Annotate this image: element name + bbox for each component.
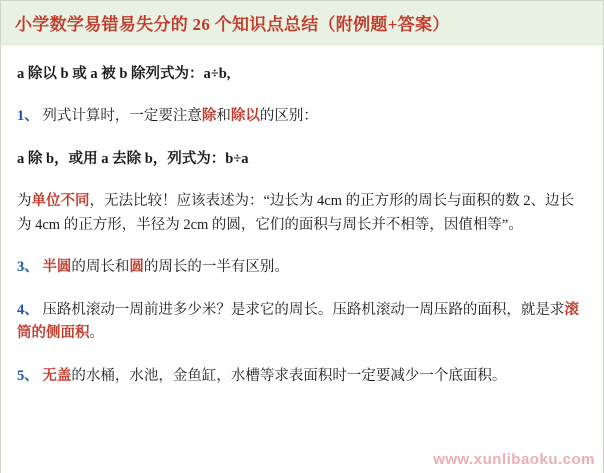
paragraph-6 bbox=[17, 299, 587, 346]
paragraph-4 bbox=[17, 190, 587, 237]
text-segment: 除 bbox=[201, 108, 217, 125]
text-segment: 的周长和 bbox=[71, 259, 130, 276]
text-segment: 4、 bbox=[17, 301, 39, 318]
paragraph-5 bbox=[17, 256, 587, 279]
document-body bbox=[1, 45, 603, 473]
text-segment: ，无法比较！应该表述为：“边长为 4cm 的正方形的周长与面积的数 2、边长为 4cm 的正方形，半径为 2cm 的圆，它们的面积与周长并不相等，因值相等”。 bbox=[17, 193, 575, 233]
text-segment: a 除 b，或用 a 去除 b，列式为：b÷a bbox=[17, 150, 249, 167]
paragraph-2 bbox=[17, 105, 587, 128]
text-segment: 半圆 bbox=[42, 259, 72, 276]
text-segment: 无盖 bbox=[42, 367, 72, 384]
page-title: 小学数学易错易失分的 26 个知识点总结（附例题+答案） bbox=[15, 15, 450, 34]
text-segment: 单位不同 bbox=[31, 193, 90, 210]
text-segment: 圆 bbox=[129, 259, 144, 276]
text-segment: 和 bbox=[216, 108, 231, 125]
text-segment: 3、 bbox=[17, 259, 39, 276]
text-segment: 为 bbox=[17, 193, 32, 210]
text-segment: 。 bbox=[89, 325, 104, 342]
text-segment: 滚筒的侧面积 bbox=[17, 301, 579, 342]
paragraph-1 bbox=[17, 63, 587, 86]
text-segment: 压路机滚动一周前进多少米？是求它的周长。压路机滚动一周压路的面积，就是求 bbox=[38, 301, 565, 318]
text-segment: 列式计算时，一定要注意 bbox=[38, 108, 202, 125]
text-segment: 1、 bbox=[17, 108, 39, 125]
site-watermark: www.xunlibaoku.com bbox=[433, 451, 595, 468]
document-title-band bbox=[1, 1, 603, 45]
paragraph-3 bbox=[17, 148, 587, 171]
text-segment: 的周长的一半有区别。 bbox=[143, 259, 289, 276]
text-segment: 的区别： bbox=[259, 108, 318, 125]
text-segment: 的水桶，水池，金鱼缸，水槽等求表面积时一定要减少一个底面积。 bbox=[71, 367, 507, 384]
paragraph-7 bbox=[17, 365, 587, 388]
text-segment: 5、 bbox=[17, 367, 39, 384]
text-segment: 除以 bbox=[230, 108, 260, 125]
text-segment: a 除以 b 或 a 被 b 除列式为：a÷b, bbox=[17, 66, 231, 82]
